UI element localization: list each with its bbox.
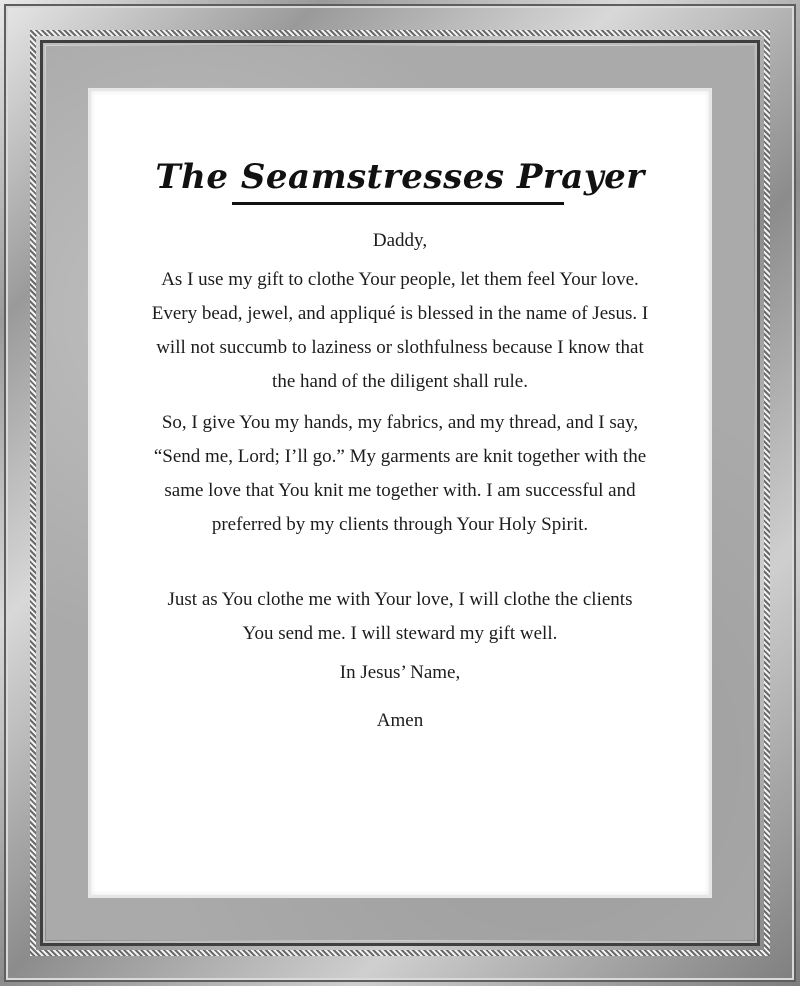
prayer-paper xyxy=(91,91,709,895)
paragraph-2: So, I give You my hands, my fabrics, and my thread, and I say, “Send me, Lord; I’ll go.” My garments are knit together with the same love that You knit me together with. I am successful and preferred by my clients through Your Holy Spirit. xyxy=(153,412,647,535)
paragraph-3: Just as You clothe me with Your love, I will clothe the clients You send me. I will steward my gift well. xyxy=(167,589,633,644)
document-title: The Seamstresses Prayer xyxy=(155,157,645,197)
title-underline xyxy=(232,202,564,205)
signoff-amen: Amen xyxy=(376,710,424,731)
greeting: Daddy, xyxy=(372,230,428,251)
prayer-document xyxy=(91,91,709,895)
paragraph-1: As I use my gift to clothe Your people, let them feel Your love. Every bead, jewel, and appliqué is blessed in the name of Jesus. I will not succumb to laziness or slothfulness because I know that the hand of the diligent shall rule. xyxy=(151,269,649,392)
closing-line: In Jesus’ Name, xyxy=(339,662,461,683)
